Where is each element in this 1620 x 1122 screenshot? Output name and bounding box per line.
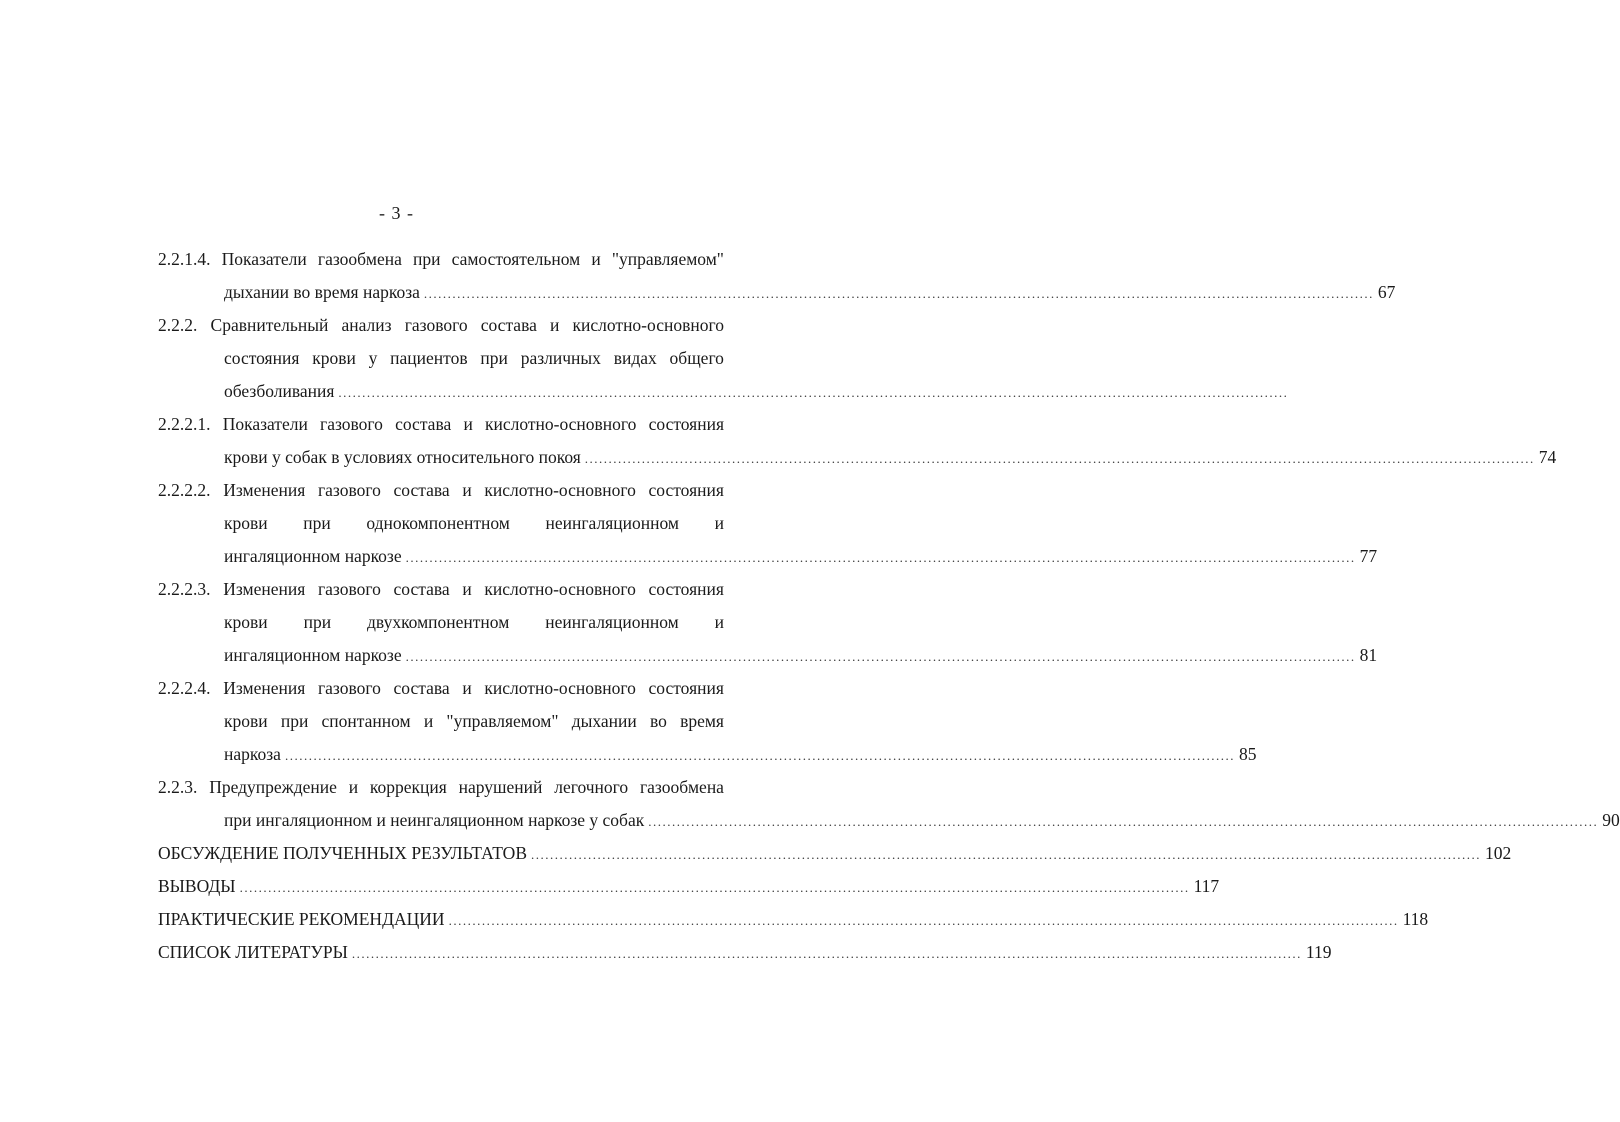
leader-dots: ........................................................................................................................................................................................................ [338,385,1289,400]
toc-line [158,672,724,705]
toc-word: крови [312,348,356,368]
toc-leader-line [158,639,1378,672]
toc-word: и [550,315,560,335]
toc-word: состава [395,414,452,434]
toc-leader-line [158,540,1378,573]
page-number: - 3 - [379,203,414,223]
toc-word: спонтанном [321,711,411,731]
toc-word: кислотно-основного [484,579,636,599]
toc-page-number: 117 [1193,876,1220,896]
toc-entry-chapter [158,837,1512,870]
leader-dots: ........................................................................................................................................................................................................ [351,946,1302,961]
toc-word: и [463,414,473,434]
toc-word: и [462,678,472,698]
toc-page-number: 85 [1238,744,1257,764]
toc-word: кислотно-основного [484,480,636,500]
toc-leader-line [158,870,1220,903]
toc-word: видах [613,348,657,368]
toc-line [158,573,724,606]
leader-dots: ........................................................................................................................................................................................................ [531,847,1481,862]
toc-page-number: 102 [1485,843,1512,863]
toc-word: крови [224,612,268,632]
toc-entry-text: ингаляционном наркозе [224,645,402,665]
toc-word: газового [317,579,381,599]
leader-dots: ........................................................................................................................................................................................................ [405,550,1356,565]
toc-word: Изменения [223,480,306,500]
toc-word: и [462,480,472,500]
toc-entry-text: ингаляционном наркозе [224,546,402,566]
toc-word: 2.2.1.4. [158,249,211,269]
toc-page-number: 90 [1602,810,1620,830]
toc-word: состояния [648,678,724,698]
toc-word: при [280,711,309,731]
toc-word: состава [393,480,450,500]
toc-word: состояния [648,414,724,434]
toc-line [158,771,724,804]
toc-entry-text: наркоза [224,744,281,764]
leader-dots: ........................................................................................................................................................................................................ [405,649,1356,664]
toc-word: и [348,777,359,797]
toc-word: 2.2.2.3. [158,579,211,599]
toc-line [158,309,724,342]
toc-word: неингаляционном [545,612,679,632]
toc-word: Предупреждение [209,777,337,797]
toc-word: однокомпонентном [366,513,510,533]
toc-entry [158,474,1378,573]
leader-dots: ........................................................................................................................................................................................................ [584,451,1535,466]
toc-line [158,342,724,375]
toc-word: состояния [224,348,300,368]
toc-line [158,606,724,639]
toc-word: Изменения [223,678,306,698]
toc-word: 2.2.2.2. [158,480,211,500]
toc-word: крови [224,513,268,533]
toc-word: у [368,348,378,368]
toc-line [158,507,724,540]
toc-entry-chapter [158,936,1332,969]
toc-word: 2.2.2.1. [158,414,211,434]
toc-word: при [480,348,508,368]
leader-dots: ........................................................................................................................................................................................................ [284,748,1235,763]
toc-word: состояния [648,579,724,599]
toc-entry-text: СПИСОК ЛИТЕРАТУРЫ [158,942,348,962]
toc-word: кислотно-основного [572,315,724,335]
toc-word: Сравнительный [210,315,329,335]
toc-word: при [303,612,332,632]
toc-line [158,474,724,507]
toc-word: Показатели [221,249,307,269]
toc-word: Показатели [222,414,308,434]
toc-word: двухкомпонентном [367,612,510,632]
toc-word: состава [393,678,450,698]
leader-dots: ........................................................................................................................................................................................................ [448,913,1399,928]
toc-entry [158,243,1396,309]
toc-word: крови [224,711,268,731]
leader-dots: ........................................................................................................................................................................................................ [648,814,1599,829]
toc-entry [158,408,1557,474]
toc-word: при [412,249,441,269]
toc-word: и [714,513,724,533]
toc-line [158,243,724,276]
toc-entry [158,309,1289,408]
toc-word: различных [520,348,601,368]
toc-word: газового [317,678,381,698]
toc-leader-line [158,903,1429,936]
toc-leader-line [158,936,1332,969]
toc-word: легочного [554,777,629,797]
toc-word: 2.2.2. [158,315,198,335]
toc-word: во [649,711,667,731]
toc-word: нарушений [458,777,543,797]
toc-page-number: 67 [1377,282,1396,302]
toc-word: газового [404,315,468,335]
toc-entry-chapter [158,870,1220,903]
toc-word: и [462,579,472,599]
toc-page-number: 81 [1359,645,1378,665]
toc-word: газообмена [639,777,724,797]
leader-dots: ........................................................................................................................................................................................................ [239,880,1190,895]
toc-word: дыхании [571,711,637,731]
leader-dots: ........................................................................................................................................................................................................ [423,286,1374,301]
toc-entry [158,672,1257,771]
toc-line [158,408,724,441]
toc-word: 2.2.3. [158,777,198,797]
toc-page-number: 119 [1305,942,1332,962]
toc-word: газообмена [317,249,402,269]
toc-word: при [303,513,331,533]
toc-word: время [680,711,724,731]
toc-word: общего [669,348,724,368]
toc-leader-line [158,441,1557,474]
toc-word: анализ [341,315,392,335]
toc-page-number: 74 [1538,447,1557,467]
toc-word: неингаляционном [545,513,679,533]
toc-word: коррекция [369,777,447,797]
toc-leader-line [158,804,1620,837]
toc-entry-text: ОБСУЖДЕНИЕ ПОЛУЧЕННЫХ РЕЗУЛЬТАТОВ [158,843,527,863]
toc-word: 2.2.2.4. [158,678,211,698]
toc-entry [158,771,1620,837]
toc-entry-text: обезболивания [224,381,335,401]
toc-word: пациентов [390,348,468,368]
toc-page-number: 77 [1359,546,1378,566]
toc-entry-text: ВЫВОДЫ [158,876,236,896]
toc-entry-chapter [158,903,1429,936]
toc-word: и [423,711,434,731]
table-of-contents [158,243,1620,969]
toc-word: состава [393,579,450,599]
toc-page-number: 118 [1402,909,1429,929]
toc-word: "управляемом" [446,711,559,731]
toc-word: газового [320,414,383,434]
toc-leader-line [158,738,1257,771]
toc-word: "управляемом" [611,249,724,269]
toc-word: газового [317,480,381,500]
toc-word: самостоятельном [451,249,581,269]
toc-word: и [591,249,601,269]
toc-leader-line [158,837,1512,870]
toc-word: состава [480,315,537,335]
toc-word: и [714,612,724,632]
toc-entry-text: крови у собак в условиях относительного покоя [224,447,581,467]
toc-entry [158,573,1378,672]
toc-word: состояния [648,480,724,500]
toc-leader-line [158,375,1289,408]
toc-word: кислотно-основного [485,414,637,434]
toc-entry-text: дыхании во время наркоза [224,282,420,302]
toc-word: Изменения [223,579,306,599]
toc-entry-text: при ингаляционном и неингаляционном наркозе у собак [224,810,645,830]
toc-entry-text: ПРАКТИЧЕСКИЕ РЕКОМЕНДАЦИИ [158,909,445,929]
toc-word: кислотно-основного [484,678,636,698]
toc-leader-line [158,276,1396,309]
toc-line [158,705,724,738]
